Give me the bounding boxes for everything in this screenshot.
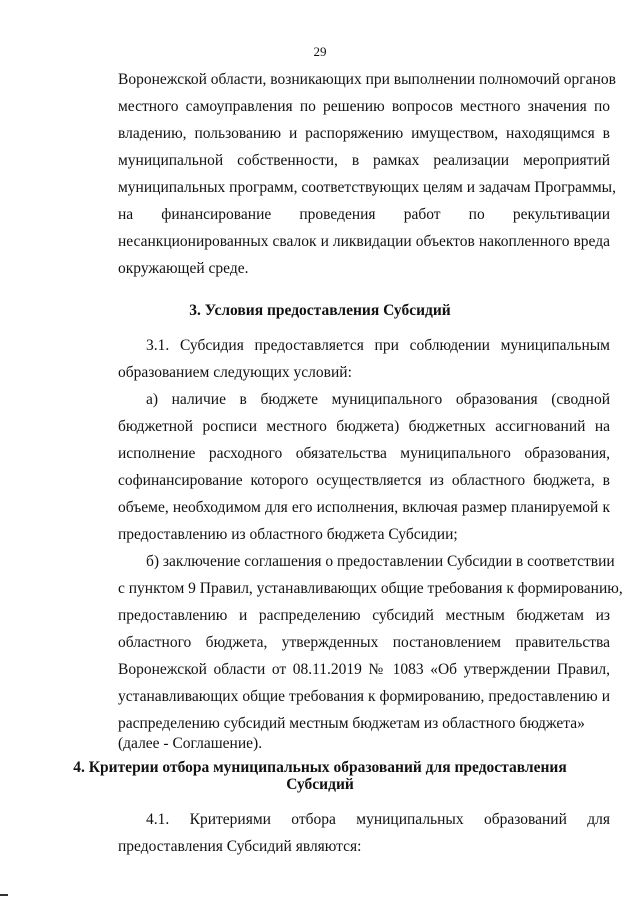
intro-line-3: владению, пользованию и распоряжению имуществом, находящимся в (118, 125, 610, 142)
intro-line-6: на финансирование проведения работ по рекультивации (118, 206, 610, 223)
edge-mark (0, 894, 8, 896)
item-a-line-6: предоставлению из областного бюджета Субсидии; (118, 526, 458, 543)
intro-line-1: Воронежской области, возникающих при выполнении полномочий органов (118, 71, 616, 88)
intro-line-2: местного самоуправления по решению вопросов местного значения по (118, 98, 610, 115)
item-b-line-8: (далее - Соглашение). (118, 735, 263, 752)
item-b-line-3: предоставлению и распределению субсидий местным бюджетам из (118, 607, 610, 624)
p41-line-1: 4.1. Критериями отбора муниципальных образований для (146, 811, 610, 828)
item-b-line-2: с пунктом 9 Правил, устанавливающих общие требования к формированию, (118, 580, 623, 597)
p31-line-2: образованием следующих условий: (118, 364, 352, 381)
item-a-line-5: объеме, необходимом для его исполнения, включая размер планируемой к (118, 499, 610, 516)
item-b-line-7: распределению субсидий местным бюджетам из областного бюджета» (118, 715, 585, 732)
p31-line-1: 3.1. Субсидия предоставляется при соблюдении муниципальным (146, 337, 610, 354)
section-3-heading: 3. Условия предоставления Субсидий (189, 302, 451, 319)
item-a-line-4: софинансирование которого осуществляется из областного бюджета, в (118, 472, 610, 489)
section-4-heading-line-2: Субсидий (286, 776, 354, 793)
item-b-line-1: б) заключение соглашения о предоставлении Субсидии в соответствии (146, 553, 615, 570)
item-b-line-6: устанавливающих общие требования к формированию, предоставлению и (118, 688, 610, 705)
intro-line-4: муниципальной собственности, в рамках реализации мероприятий (118, 152, 610, 169)
item-a-line-1: а) наличие в бюджете муниципального образования (сводной (146, 391, 610, 408)
item-a-line-3: исполнение расходного обязательства муниципального образования, (118, 445, 610, 462)
item-b-line-5: Воронежской области от 08.11.2019 № 1083 «Об утверждении Правил, (118, 661, 610, 678)
intro-line-5: муниципальных программ, соответствующих целям и задачам Программы, (118, 179, 616, 196)
item-b-line-4: областного бюджета, утвержденных постановлением правительства (118, 634, 610, 651)
intro-line-8: окружающей среде. (118, 260, 249, 277)
section-4-heading-line-1: 4. Критерии отбора муниципальных образований для предоставления (73, 759, 567, 776)
intro-line-7: несанкционированных свалок и ликвидации объектов накопленного вреда (118, 233, 610, 250)
p41-line-2: предоставления Субсидий являются: (118, 838, 362, 855)
item-a-line-2: бюджетной росписи местного бюджета) бюджетных ассигнований на (118, 418, 610, 435)
page-number: 29 (313, 44, 327, 59)
